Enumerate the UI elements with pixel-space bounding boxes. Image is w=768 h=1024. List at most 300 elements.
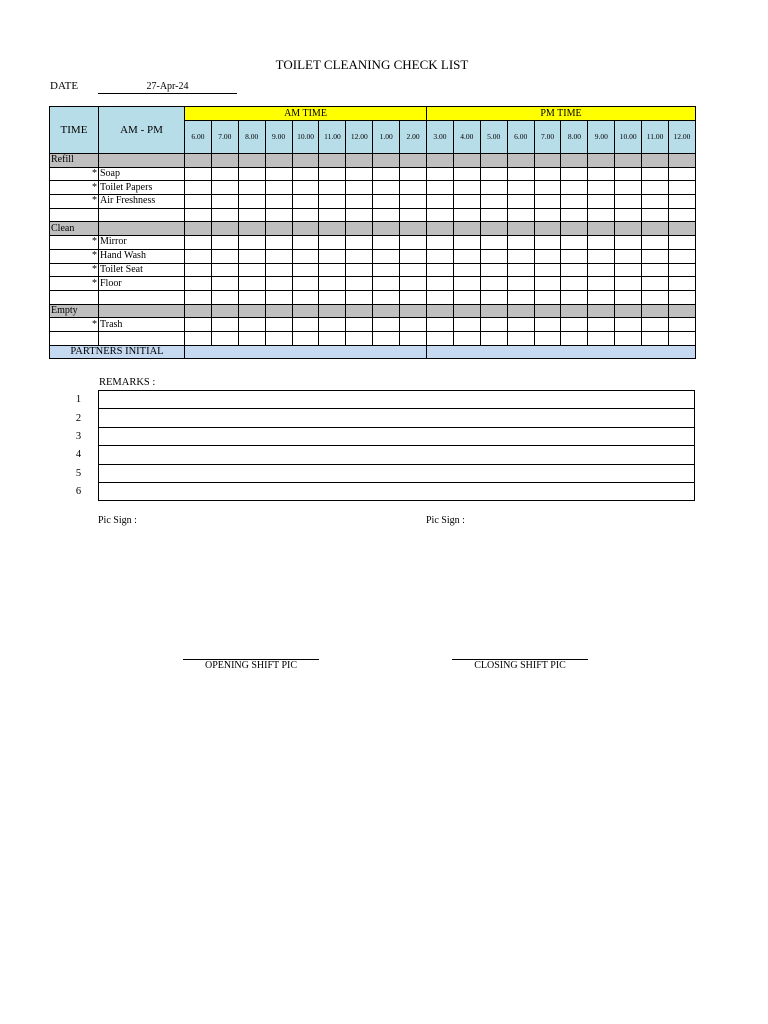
check-cell[interactable]: [642, 263, 669, 277]
check-cell[interactable]: [615, 181, 642, 195]
partners-initial-pm[interactable]: [427, 345, 696, 359]
remark-row: [59, 464, 695, 482]
check-cell[interactable]: [427, 249, 454, 263]
check-cell[interactable]: [238, 181, 265, 195]
check-cell[interactable]: [211, 277, 238, 291]
check-cell[interactable]: [265, 236, 292, 250]
blank-cell[interactable]: [642, 331, 669, 345]
blank-cell: [99, 208, 185, 222]
blank-cell[interactable]: [669, 208, 696, 222]
check-cell[interactable]: [588, 167, 615, 181]
check-cell[interactable]: [507, 318, 534, 332]
check-cell[interactable]: [480, 318, 507, 332]
item-label: Toilet Papers: [99, 181, 185, 195]
remark-field[interactable]: [99, 446, 695, 464]
check-cell[interactable]: [292, 277, 319, 291]
partners-initial-am[interactable]: [185, 345, 427, 359]
check-cell[interactable]: [373, 236, 400, 250]
check-cell[interactable]: [373, 181, 400, 195]
check-cell[interactable]: [319, 195, 346, 209]
check-cell[interactable]: [211, 236, 238, 250]
section-cell: [400, 154, 427, 168]
check-cell[interactable]: [292, 167, 319, 181]
check-cell[interactable]: [346, 167, 373, 181]
blank-cell[interactable]: [561, 331, 588, 345]
check-cell[interactable]: [346, 181, 373, 195]
check-cell[interactable]: [265, 181, 292, 195]
blank-cell[interactable]: [588, 290, 615, 304]
check-cell[interactable]: [185, 195, 212, 209]
section-cell: [588, 304, 615, 318]
remark-field[interactable]: [99, 464, 695, 482]
blank-cell[interactable]: [238, 208, 265, 222]
blank-row: [50, 290, 696, 304]
date-value[interactable]: 27-Apr-24: [98, 80, 237, 94]
check-cell[interactable]: [400, 236, 427, 250]
check-cell[interactable]: [346, 277, 373, 291]
blank-cell[interactable]: [185, 290, 212, 304]
check-cell[interactable]: [615, 195, 642, 209]
item-bullet: *: [50, 181, 99, 195]
check-cell[interactable]: [615, 236, 642, 250]
section-cell: [292, 304, 319, 318]
check-cell[interactable]: [211, 263, 238, 277]
time-slot-am: 10.00: [292, 121, 319, 154]
blank-cell: [50, 290, 99, 304]
remark-field[interactable]: [99, 409, 695, 427]
check-cell[interactable]: [615, 249, 642, 263]
check-cell[interactable]: [185, 263, 212, 277]
check-cell[interactable]: [400, 263, 427, 277]
pm-time-header: PM TIME: [427, 107, 696, 121]
check-cell[interactable]: [427, 167, 454, 181]
check-cell[interactable]: [453, 249, 480, 263]
check-cell[interactable]: [561, 249, 588, 263]
check-cell[interactable]: [588, 318, 615, 332]
check-cell[interactable]: [427, 181, 454, 195]
section-cell: [642, 154, 669, 168]
check-cell[interactable]: [211, 167, 238, 181]
check-cell[interactable]: [185, 236, 212, 250]
check-cell[interactable]: [238, 167, 265, 181]
check-cell[interactable]: [238, 195, 265, 209]
check-cell[interactable]: [480, 236, 507, 250]
check-cell[interactable]: [507, 167, 534, 181]
blank-cell[interactable]: [642, 290, 669, 304]
check-cell[interactable]: [427, 318, 454, 332]
section-row: [50, 154, 696, 168]
check-cell[interactable]: [373, 249, 400, 263]
check-cell[interactable]: [669, 181, 696, 195]
check-cell[interactable]: [507, 181, 534, 195]
blank-cell[interactable]: [453, 208, 480, 222]
check-cell[interactable]: [211, 181, 238, 195]
check-cell[interactable]: [319, 249, 346, 263]
time-slot-pm: 4.00: [453, 121, 480, 154]
remarks-label: REMARKS :: [99, 377, 156, 388]
item-bullet: *: [50, 236, 99, 250]
blank-cell: [50, 331, 99, 345]
check-cell[interactable]: [453, 167, 480, 181]
check-cell[interactable]: [507, 195, 534, 209]
check-cell[interactable]: [373, 195, 400, 209]
check-cell[interactable]: [561, 263, 588, 277]
blank-cell[interactable]: [453, 331, 480, 345]
partners-initial-label: PARTNERS INITIAL: [50, 345, 185, 359]
check-cell[interactable]: [400, 195, 427, 209]
remarks-table: [59, 390, 695, 501]
blank-cell[interactable]: [346, 331, 373, 345]
check-cell[interactable]: [480, 277, 507, 291]
check-cell[interactable]: [453, 236, 480, 250]
section-cell: [238, 154, 265, 168]
check-cell[interactable]: [319, 236, 346, 250]
time-slot-am: 8.00: [238, 121, 265, 154]
check-cell[interactable]: [427, 195, 454, 209]
blank-cell[interactable]: [588, 331, 615, 345]
check-cell[interactable]: [238, 277, 265, 291]
check-cell[interactable]: [265, 167, 292, 181]
blank-cell[interactable]: [373, 331, 400, 345]
check-cell[interactable]: [373, 167, 400, 181]
item-bullet: *: [50, 263, 99, 277]
check-cell[interactable]: [642, 195, 669, 209]
section-cell: [265, 304, 292, 318]
check-cell[interactable]: [292, 249, 319, 263]
blank-cell[interactable]: [400, 331, 427, 345]
check-cell[interactable]: [400, 181, 427, 195]
remark-field[interactable]: [99, 427, 695, 445]
section-cell: [534, 222, 561, 236]
check-cell[interactable]: [588, 249, 615, 263]
check-cell[interactable]: [265, 318, 292, 332]
check-cell[interactable]: [373, 263, 400, 277]
time-slot-am: 9.00: [265, 121, 292, 154]
check-cell[interactable]: [642, 318, 669, 332]
section-cell: [238, 222, 265, 236]
checklist-table: [49, 106, 696, 359]
remark-row: [59, 391, 695, 409]
check-cell[interactable]: [615, 167, 642, 181]
blank-cell[interactable]: [292, 208, 319, 222]
check-cell[interactable]: [588, 195, 615, 209]
check-cell[interactable]: [534, 277, 561, 291]
blank-cell[interactable]: [534, 331, 561, 345]
item-row: [50, 263, 696, 277]
blank-cell[interactable]: [185, 331, 212, 345]
section-blank: [99, 154, 185, 168]
page-title: TOILET CLEANING CHECK LIST: [275, 57, 469, 72]
check-cell[interactable]: [507, 263, 534, 277]
item-label: Mirror: [99, 236, 185, 250]
check-cell[interactable]: [534, 195, 561, 209]
check-cell[interactable]: [292, 236, 319, 250]
check-cell[interactable]: [373, 318, 400, 332]
blank-cell[interactable]: [615, 290, 642, 304]
section-cell: [319, 222, 346, 236]
check-cell[interactable]: [642, 236, 669, 250]
item-row: [50, 181, 696, 195]
blank-row: [50, 331, 696, 345]
check-cell[interactable]: [185, 277, 212, 291]
item-bullet: *: [50, 249, 99, 263]
check-cell[interactable]: [561, 167, 588, 181]
check-cell[interactable]: [319, 263, 346, 277]
check-cell[interactable]: [669, 277, 696, 291]
section-cell: [669, 154, 696, 168]
blank-cell[interactable]: [292, 331, 319, 345]
check-cell[interactable]: [346, 236, 373, 250]
check-cell[interactable]: [669, 318, 696, 332]
check-cell[interactable]: [346, 249, 373, 263]
check-cell[interactable]: [588, 181, 615, 195]
blank-cell[interactable]: [265, 290, 292, 304]
check-cell[interactable]: [534, 263, 561, 277]
section-cell: [453, 222, 480, 236]
section-cell: [427, 154, 454, 168]
partners-initial-row: [50, 345, 696, 359]
check-cell[interactable]: [561, 236, 588, 250]
section-cell: [185, 222, 212, 236]
blank-cell[interactable]: [292, 290, 319, 304]
blank-cell[interactable]: [400, 208, 427, 222]
section-cell: [427, 222, 454, 236]
blank-cell[interactable]: [211, 290, 238, 304]
check-cell[interactable]: [427, 277, 454, 291]
check-cell[interactable]: [642, 181, 669, 195]
blank-cell[interactable]: [480, 331, 507, 345]
check-cell[interactable]: [642, 249, 669, 263]
check-cell[interactable]: [615, 263, 642, 277]
blank-cell[interactable]: [400, 290, 427, 304]
check-cell[interactable]: [319, 277, 346, 291]
item-label: Toilet Seat: [99, 263, 185, 277]
check-cell[interactable]: [561, 318, 588, 332]
check-cell[interactable]: [400, 249, 427, 263]
check-cell[interactable]: [292, 181, 319, 195]
date-label: DATE: [50, 80, 79, 92]
blank-cell[interactable]: [319, 331, 346, 345]
section-cell: [615, 154, 642, 168]
check-cell[interactable]: [185, 181, 212, 195]
blank-cell[interactable]: [346, 208, 373, 222]
section-cell: [588, 222, 615, 236]
check-cell[interactable]: [238, 236, 265, 250]
check-cell[interactable]: [507, 249, 534, 263]
blank-cell[interactable]: [373, 290, 400, 304]
am-pm-header: AM - PM: [99, 107, 185, 154]
check-cell[interactable]: [346, 318, 373, 332]
check-cell[interactable]: [400, 277, 427, 291]
blank-cell[interactable]: [480, 208, 507, 222]
check-cell[interactable]: [669, 167, 696, 181]
check-cell[interactable]: [373, 277, 400, 291]
check-cell[interactable]: [507, 236, 534, 250]
check-cell[interactable]: [453, 318, 480, 332]
check-cell[interactable]: [561, 277, 588, 291]
check-cell[interactable]: [561, 181, 588, 195]
section-blank: [99, 304, 185, 318]
blank-cell[interactable]: [507, 290, 534, 304]
check-cell[interactable]: [453, 277, 480, 291]
time-slot-pm: 9.00: [588, 121, 615, 154]
check-cell[interactable]: [642, 167, 669, 181]
section-row: [50, 304, 696, 318]
check-cell[interactable]: [669, 236, 696, 250]
section-cell: [507, 154, 534, 168]
check-cell[interactable]: [319, 181, 346, 195]
check-cell[interactable]: [615, 318, 642, 332]
blank-cell[interactable]: [211, 331, 238, 345]
remark-row: [59, 427, 695, 445]
blank-cell: [99, 290, 185, 304]
blank-cell[interactable]: [238, 331, 265, 345]
check-cell[interactable]: [669, 263, 696, 277]
remark-number: 2: [75, 412, 82, 424]
check-cell[interactable]: [453, 195, 480, 209]
blank-cell[interactable]: [427, 208, 454, 222]
check-cell[interactable]: [238, 318, 265, 332]
blank-cell[interactable]: [507, 331, 534, 345]
section-cell: [561, 154, 588, 168]
check-cell[interactable]: [185, 167, 212, 181]
check-cell[interactable]: [319, 318, 346, 332]
check-cell[interactable]: [507, 277, 534, 291]
section-cell: [561, 222, 588, 236]
item-row: [50, 167, 696, 181]
check-cell[interactable]: [534, 181, 561, 195]
blank-cell[interactable]: [588, 208, 615, 222]
blank-cell[interactable]: [211, 208, 238, 222]
check-cell[interactable]: [453, 181, 480, 195]
check-cell[interactable]: [265, 249, 292, 263]
blank-cell[interactable]: [534, 290, 561, 304]
check-cell[interactable]: [400, 318, 427, 332]
section-cell: [373, 154, 400, 168]
blank-cell[interactable]: [561, 208, 588, 222]
blank-cell[interactable]: [669, 331, 696, 345]
check-cell[interactable]: [588, 236, 615, 250]
blank-cell[interactable]: [185, 208, 212, 222]
time-slot-pm: 7.00: [534, 121, 561, 154]
check-cell[interactable]: [453, 263, 480, 277]
check-cell[interactable]: [534, 167, 561, 181]
check-cell[interactable]: [588, 277, 615, 291]
blank-cell[interactable]: [373, 208, 400, 222]
section-label: Empty: [50, 304, 99, 318]
blank-cell: [50, 208, 99, 222]
check-cell[interactable]: [480, 181, 507, 195]
check-cell[interactable]: [400, 167, 427, 181]
remark-field[interactable]: [99, 482, 695, 500]
blank-cell[interactable]: [480, 290, 507, 304]
check-cell[interactable]: [534, 236, 561, 250]
check-cell[interactable]: [534, 249, 561, 263]
check-cell[interactable]: [319, 167, 346, 181]
blank-cell[interactable]: [507, 208, 534, 222]
section-cell: [642, 304, 669, 318]
blank-cell[interactable]: [427, 290, 454, 304]
check-cell[interactable]: [534, 318, 561, 332]
check-cell[interactable]: [480, 167, 507, 181]
check-cell[interactable]: [185, 249, 212, 263]
section-label: Refill: [50, 154, 99, 168]
check-cell[interactable]: [427, 263, 454, 277]
check-cell[interactable]: [588, 263, 615, 277]
blank-cell[interactable]: [561, 290, 588, 304]
check-cell[interactable]: [265, 263, 292, 277]
check-cell[interactable]: [642, 277, 669, 291]
blank-cell[interactable]: [319, 208, 346, 222]
check-cell[interactable]: [480, 195, 507, 209]
item-row: [50, 249, 696, 263]
blank-cell[interactable]: [615, 208, 642, 222]
check-cell[interactable]: [185, 318, 212, 332]
check-cell[interactable]: [238, 249, 265, 263]
check-cell[interactable]: [292, 318, 319, 332]
check-cell[interactable]: [346, 195, 373, 209]
time-slot-pm: 6.00: [507, 121, 534, 154]
blank-cell[interactable]: [453, 290, 480, 304]
section-cell: [642, 222, 669, 236]
blank-cell[interactable]: [615, 331, 642, 345]
check-cell[interactable]: [669, 249, 696, 263]
check-cell[interactable]: [480, 249, 507, 263]
check-cell[interactable]: [292, 195, 319, 209]
time-slot-am: 11.00: [319, 121, 346, 154]
section-cell: [211, 222, 238, 236]
opening-shift-label: OPENING SHIFT PIC: [204, 660, 298, 671]
section-cell: [292, 222, 319, 236]
blank-cell[interactable]: [265, 208, 292, 222]
check-cell[interactable]: [427, 236, 454, 250]
check-cell[interactable]: [211, 318, 238, 332]
check-cell[interactable]: [211, 249, 238, 263]
check-cell[interactable]: [480, 263, 507, 277]
check-cell[interactable]: [211, 195, 238, 209]
blank-cell[interactable]: [238, 290, 265, 304]
remark-number: 1: [75, 394, 82, 406]
check-cell[interactable]: [238, 263, 265, 277]
section-cell: [238, 304, 265, 318]
blank-cell[interactable]: [346, 290, 373, 304]
blank-cell[interactable]: [669, 290, 696, 304]
blank-cell[interactable]: [265, 331, 292, 345]
blank-cell[interactable]: [534, 208, 561, 222]
check-cell[interactable]: [292, 263, 319, 277]
item-row: [50, 318, 696, 332]
section-cell: [265, 154, 292, 168]
check-cell[interactable]: [561, 195, 588, 209]
section-label: Clean: [50, 222, 99, 236]
blank-cell[interactable]: [319, 290, 346, 304]
check-cell[interactable]: [265, 277, 292, 291]
header-row: [50, 107, 696, 121]
blank-cell[interactable]: [642, 208, 669, 222]
check-cell[interactable]: [615, 277, 642, 291]
check-cell[interactable]: [265, 195, 292, 209]
section-cell: [480, 304, 507, 318]
blank-cell[interactable]: [427, 331, 454, 345]
remark-field[interactable]: [99, 391, 695, 409]
time-slot-pm: 11.00: [642, 121, 669, 154]
remark-row: [59, 446, 695, 464]
check-cell[interactable]: [669, 195, 696, 209]
section-cell: [265, 222, 292, 236]
section-cell: [453, 304, 480, 318]
check-cell[interactable]: [346, 263, 373, 277]
section-cell: [185, 154, 212, 168]
